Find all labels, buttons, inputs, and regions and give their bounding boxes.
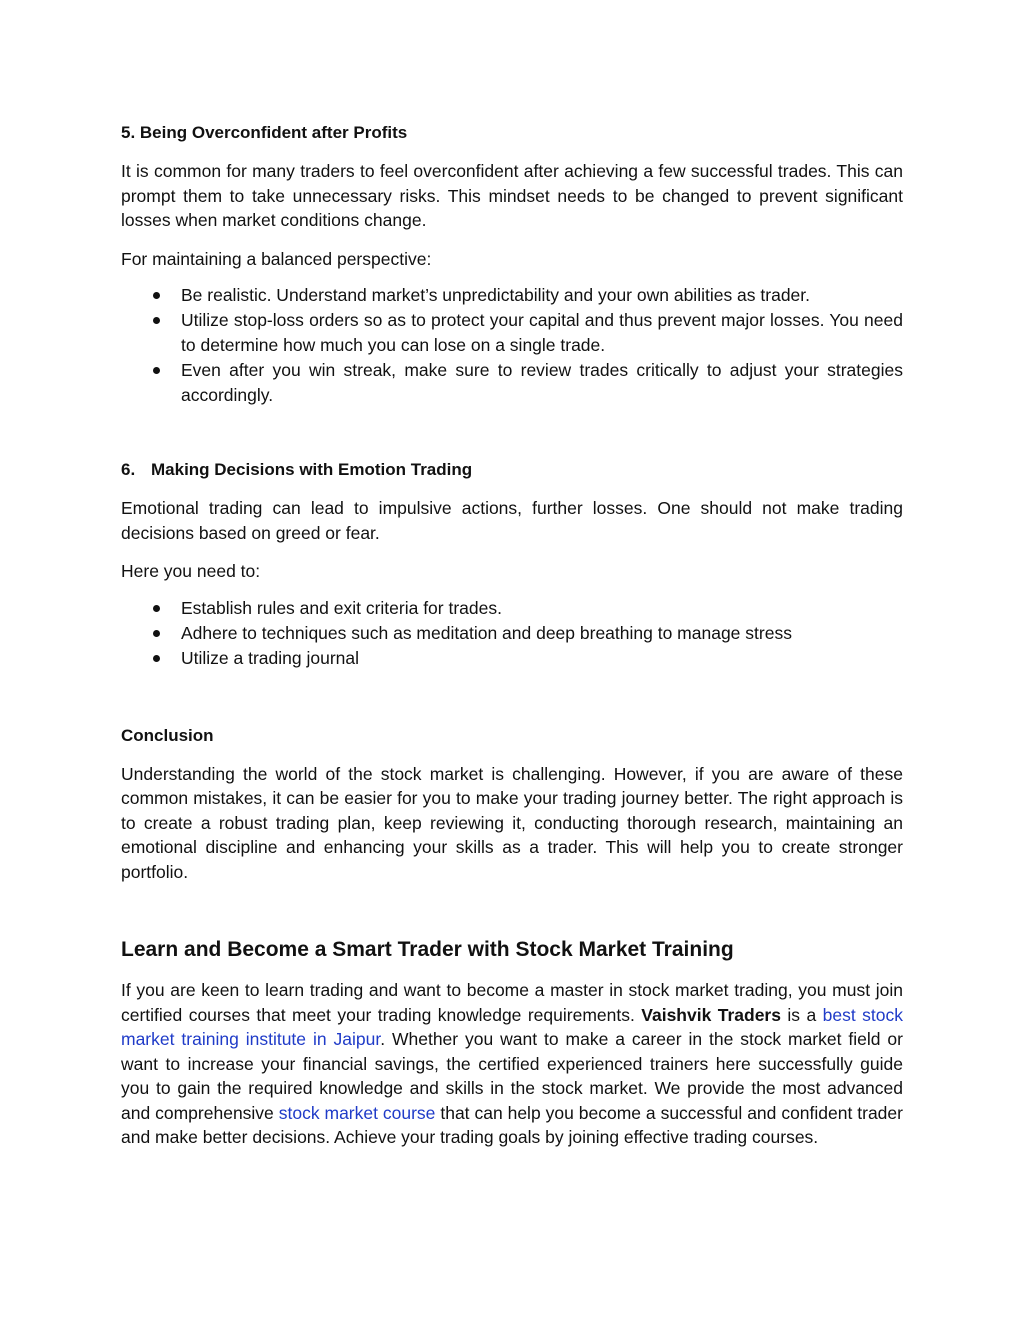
bullet-icon bbox=[153, 605, 160, 612]
bullet-icon bbox=[153, 292, 160, 299]
spacer bbox=[121, 671, 903, 724]
learn-text-1: If you are keen to learn trading and want to become a master in stock market trading, you must join certified courses that meet your trading knowledge requirements. bbox=[121, 980, 903, 1025]
learn-text-4: that can help you become a successful and confident trader and make better decisions. Achieve your trading goals by joining effective trading courses. bbox=[121, 1102, 903, 1147]
brand-name: Vaishvik Traders bbox=[641, 1004, 781, 1025]
list-item-text: Even after you win streak, make sure to review trades critically to adjust your strategies accordingly. bbox=[181, 360, 903, 405]
list-item-text: Utilize a trading journal bbox=[181, 647, 360, 668]
list-item-text: Adhere to techniques such as meditation and deep breathing to manage stress bbox=[181, 622, 792, 643]
training-institute-link[interactable]: best stock market training institute in Jaipur bbox=[121, 1004, 903, 1049]
section-6-number: 6. bbox=[121, 460, 136, 479]
stock-market-course-link[interactable]: stock market course bbox=[278, 1102, 436, 1123]
section-overconfidence bbox=[121, 121, 903, 408]
conclusion-paragraph: Understanding the world of the stock market is challenging. However, if you are aware of these common mistakes, it can be easier for you to make your trading journey better. The right approach is to create a robust trading plan, keep reviewing it, conducting thorough research, maintaining an emotional discipline and enhancing your skills as a trader. This will help you to create stronger portfolio. bbox=[121, 763, 903, 882]
section-6-bullet-list bbox=[121, 596, 903, 671]
conclusion-heading: Conclusion bbox=[121, 725, 214, 745]
list-item-text: Establish rules and exit criteria for trades. bbox=[181, 597, 502, 618]
list-item bbox=[181, 308, 903, 358]
learn-paragraph bbox=[121, 978, 903, 1150]
list-item-text: Utilize stop-loss orders so as to protect your capital and thus prevent major losses. You need to determine how much you can lose on a single trade. bbox=[181, 310, 903, 355]
learn-heading: Learn and Become a Smart Trader with Stock Market Training bbox=[121, 938, 734, 961]
list-item bbox=[181, 596, 903, 621]
bullet-icon bbox=[153, 317, 160, 324]
section-6-title: Making Decisions with Emotion Trading bbox=[151, 460, 473, 479]
section-5-bullet-list bbox=[121, 283, 903, 408]
bullet-icon bbox=[153, 367, 160, 374]
document-page bbox=[121, 121, 903, 1164]
list-item-text: Be realistic. Understand market’s unpredictability and your own abilities as trader. bbox=[181, 285, 811, 305]
section-learn bbox=[121, 936, 903, 1150]
spacer bbox=[121, 408, 903, 458]
section-6-paragraph-1: Emotional trading can lead to impulsive actions, further losses. One should not make trading decisions based on greed or fear. bbox=[121, 498, 903, 543]
learn-text-3: . Whether you want to make a career in the stock market field or want to increase your financial savings, the certified experienced trainers here successfully guide you to gain the required knowledge and skills in the stock market. We provide the most advanced and comprehensive bbox=[121, 1029, 903, 1123]
bullet-icon bbox=[153, 630, 160, 637]
section-conclusion bbox=[121, 724, 903, 885]
section-6-paragraph-2: Here you need to: bbox=[121, 561, 261, 581]
section-6-heading bbox=[121, 458, 903, 482]
bullet-icon bbox=[153, 655, 160, 662]
section-5-heading: 5. Being Overconfident after Profits bbox=[121, 123, 408, 142]
section-emotion-trading bbox=[121, 458, 903, 671]
list-item bbox=[181, 646, 903, 671]
list-item bbox=[181, 358, 903, 408]
list-item bbox=[181, 621, 903, 646]
section-5-paragraph-1: It is common for many traders to feel overconfident after achieving a few successful trades. This can prompt them to take unnecessary risks. This mindset needs to be changed to prevent significant losses when market conditions change. bbox=[121, 161, 903, 230]
learn-text-2: is a bbox=[780, 1004, 823, 1025]
spacer bbox=[121, 898, 903, 936]
list-item bbox=[181, 283, 903, 308]
section-5-paragraph-2: For maintaining a balanced perspective: bbox=[121, 248, 432, 269]
